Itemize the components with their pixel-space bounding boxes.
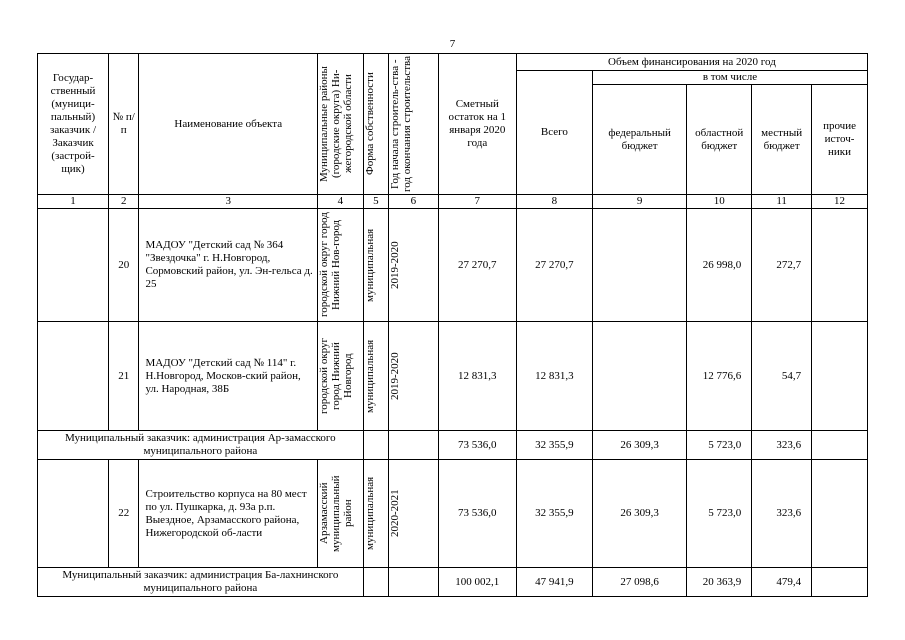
- years-cell: [389, 568, 439, 597]
- header-federal: федеральный бюджет: [592, 85, 686, 195]
- other-cell: [812, 322, 868, 431]
- other-cell: [812, 460, 868, 568]
- table-row: [38, 322, 868, 431]
- customer-cell: [38, 460, 109, 568]
- row-number: 22: [109, 460, 139, 568]
- other-cell: [812, 568, 868, 597]
- estimate-cell: 100 002,1: [438, 568, 516, 597]
- header-object-name: Наименование объекта: [139, 54, 318, 195]
- customer-cell: [38, 322, 109, 431]
- local-cell: 54,7: [752, 322, 812, 431]
- object-name: МАДОУ "Детский сад № 114" г. Н.Новгород, Москов-ский район, ул. Народная, 38Б: [139, 322, 318, 431]
- total-cell: 32 355,9: [516, 431, 592, 460]
- object-name: Строительство корпуса на 80 мест по ул. Пушкарка, д. 93а р.п. Выездное, Арзамасского района, Нижегородской об-ласти: [139, 460, 318, 568]
- row-number: 20: [109, 209, 139, 322]
- district-cell: городской округ город Нижний Новгород: [318, 322, 364, 431]
- years-cell: 2019-2020: [389, 322, 439, 431]
- local-cell: 323,6: [752, 431, 812, 460]
- total-cell: 47 941,9: [516, 568, 592, 597]
- federal-cell: 26 309,3: [592, 431, 686, 460]
- summary-row: [38, 568, 868, 597]
- estimate-cell: 73 536,0: [438, 431, 516, 460]
- header-local: местный бюджет: [752, 85, 812, 195]
- object-name: МАДОУ "Детский сад № 364 "Звездочка" г. Н.Новгород, Сормовский район, ул. Эн-гельса д. 25: [139, 209, 318, 322]
- row-number: 21: [109, 322, 139, 431]
- table-row: [38, 209, 868, 322]
- header-municipal-districts: Муниципальные районы (городские округа) Ни-жегородской области: [318, 54, 364, 195]
- column-number: 3: [139, 195, 318, 209]
- other-cell: [812, 431, 868, 460]
- ownership-cell: [363, 568, 388, 597]
- header-customer: Государ-ственный (муници-пальный) заказчик / Заказчик (застрой-щик): [38, 54, 109, 195]
- federal-cell: [592, 209, 686, 322]
- estimate-cell: 12 831,3: [438, 322, 516, 431]
- column-number: 4: [318, 195, 364, 209]
- total-cell: 27 270,7: [516, 209, 592, 322]
- column-number: 11: [752, 195, 812, 209]
- total-cell: 12 831,3: [516, 322, 592, 431]
- ownership-cell: [363, 431, 388, 460]
- header-ownership: Форма собственности: [363, 54, 388, 195]
- table-row: [38, 460, 868, 568]
- summary-row: [38, 431, 868, 460]
- years-cell: 2019-2020: [389, 209, 439, 322]
- header-including: в том числе: [592, 71, 867, 85]
- header-total: Всего: [516, 71, 592, 195]
- estimate-cell: 73 536,0: [438, 460, 516, 568]
- financing-table: [37, 53, 868, 597]
- ownership-cell: муниципальная: [363, 460, 388, 568]
- summary-customer-label: Муниципальный заказчик: администрация Ба-лахнинского муниципального района: [38, 568, 364, 597]
- column-number: 12: [812, 195, 868, 209]
- header-num: № п/п: [109, 54, 139, 195]
- regional-cell: 5 723,0: [687, 460, 752, 568]
- summary-customer-label: Муниципальный заказчик: администрация Ар-замасского муниципального района: [38, 431, 364, 460]
- header-estimate: Сметный остаток на 1 января 2020 года: [438, 54, 516, 195]
- column-number: 2: [109, 195, 139, 209]
- header-years: Год начала строитель-ства - год окончания строительства: [389, 54, 439, 195]
- regional-cell: 5 723,0: [687, 431, 752, 460]
- page-number: 7: [449, 38, 456, 50]
- column-number: 10: [687, 195, 752, 209]
- header-regional: областной бюджет: [687, 85, 752, 195]
- federal-cell: [592, 322, 686, 431]
- district-cell: Арзамасский муниципальный район: [318, 460, 364, 568]
- column-number: 6: [389, 195, 439, 209]
- header-financing-title: Объем финансирования на 2020 год: [516, 54, 867, 71]
- header-row-1: [38, 54, 868, 71]
- other-cell: [812, 209, 868, 322]
- column-number: 1: [38, 195, 109, 209]
- column-number: 8: [516, 195, 592, 209]
- estimate-cell: 27 270,7: [438, 209, 516, 322]
- years-cell: 2020-2021: [389, 460, 439, 568]
- column-number: 5: [363, 195, 388, 209]
- years-cell: [389, 431, 439, 460]
- regional-cell: 12 776,6: [687, 322, 752, 431]
- column-numbers-row: [38, 195, 868, 209]
- total-cell: 32 355,9: [516, 460, 592, 568]
- customer-cell: [38, 209, 109, 322]
- regional-cell: 20 363,9: [687, 568, 752, 597]
- local-cell: 479,4: [752, 568, 812, 597]
- federal-cell: 27 098,6: [592, 568, 686, 597]
- ownership-cell: муниципальная: [363, 322, 388, 431]
- regional-cell: 26 998,0: [687, 209, 752, 322]
- local-cell: 323,6: [752, 460, 812, 568]
- federal-cell: 26 309,3: [592, 460, 686, 568]
- local-cell: 272,7: [752, 209, 812, 322]
- district-cell: городской округ город Нижний Нов-город: [318, 209, 364, 322]
- column-number: 7: [438, 195, 516, 209]
- header-other: прочие источ-ники: [812, 85, 868, 195]
- ownership-cell: муниципальная: [363, 209, 388, 322]
- column-number: 9: [592, 195, 686, 209]
